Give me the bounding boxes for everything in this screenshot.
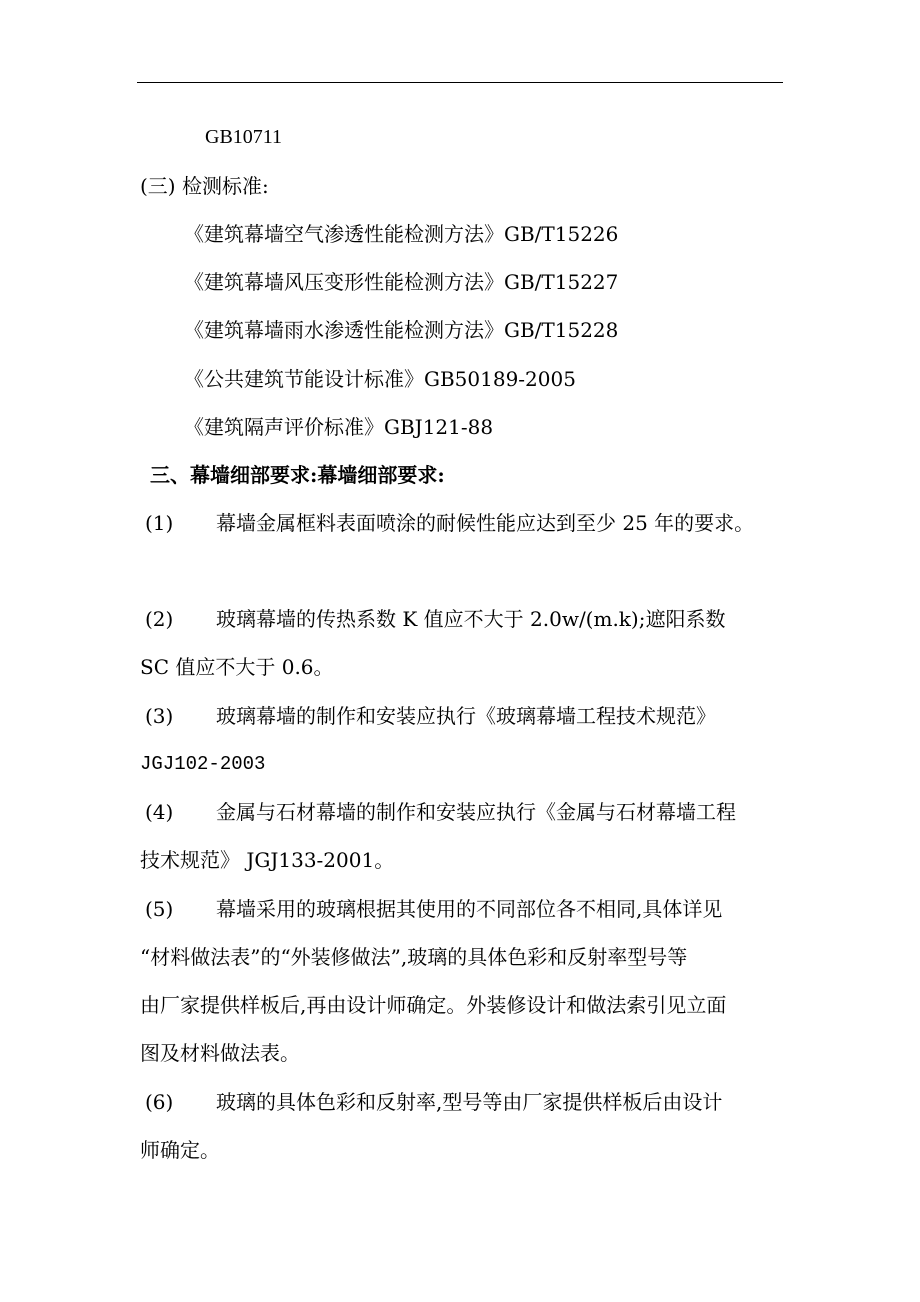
requirement-text: 玻璃幕墙的传热系数 K 值应不大于 2.0w/(m.k);遮阳系数	[216, 607, 726, 631]
testing-standard-item: 《建筑幕墙雨水渗透性能检测方法》GB/T15228	[184, 318, 619, 342]
header-rule	[137, 82, 783, 83]
requirement-number: (4)	[145, 800, 174, 824]
requirement-number: (5)	[145, 897, 174, 921]
requirement-text: 师确定。	[140, 1138, 220, 1162]
testing-standard-item: 《建筑幕墙风压变形性能检测方法》GB/T15227	[184, 270, 619, 294]
requirement-number: (1)	[145, 511, 174, 535]
testing-standards-heading: (三) 检测标准:	[140, 174, 269, 198]
requirement-text: 玻璃的具体色彩和反射率,型号等由厂家提供样板后由设计	[216, 1090, 723, 1114]
requirement-text: “材料做法表”的“外装修做法”,玻璃的具体色彩和反射率型号等	[140, 945, 688, 969]
requirement-text: SC 值应不大于 0.6。	[140, 655, 334, 679]
requirement-text: JGJ102-2003	[140, 753, 266, 775]
requirement-number: (6)	[145, 1090, 174, 1114]
requirement-number: (3)	[145, 704, 174, 728]
requirement-text: 图及材料做法表。	[140, 1041, 300, 1065]
testing-standard-item: 《公共建筑节能设计标准》GB50189-2005	[184, 367, 576, 391]
section-heading: 三、幕墙细部要求:幕墙细部要求:	[150, 463, 445, 487]
standard-code-top: GB10711	[205, 126, 283, 148]
requirement-text: 金属与石材幕墙的制作和安装应执行《金属与石材幕墙工程	[216, 800, 736, 824]
requirement-text: 玻璃幕墙的制作和安装应执行《玻璃幕墙工程技术规范》	[216, 704, 716, 728]
requirement-text: 幕墙采用的玻璃根据其使用的不同部位各不相同,具体详见	[216, 897, 723, 921]
requirement-text: 技术规范》 JGJ133-2001。	[140, 848, 395, 872]
requirement-text: 幕墙金属框料表面喷涂的耐候性能应达到至少 25 年的要求。	[216, 511, 755, 535]
testing-standard-item: 《建筑隔声评价标准》GBJ121-88	[184, 415, 494, 439]
requirement-number: (2)	[145, 607, 174, 631]
testing-standard-item: 《建筑幕墙空气渗透性能检测方法》GB/T15226	[184, 222, 619, 246]
requirement-text: 由厂家提供样板后,再由设计师确定。外装修设计和做法索引见立面	[140, 993, 727, 1017]
